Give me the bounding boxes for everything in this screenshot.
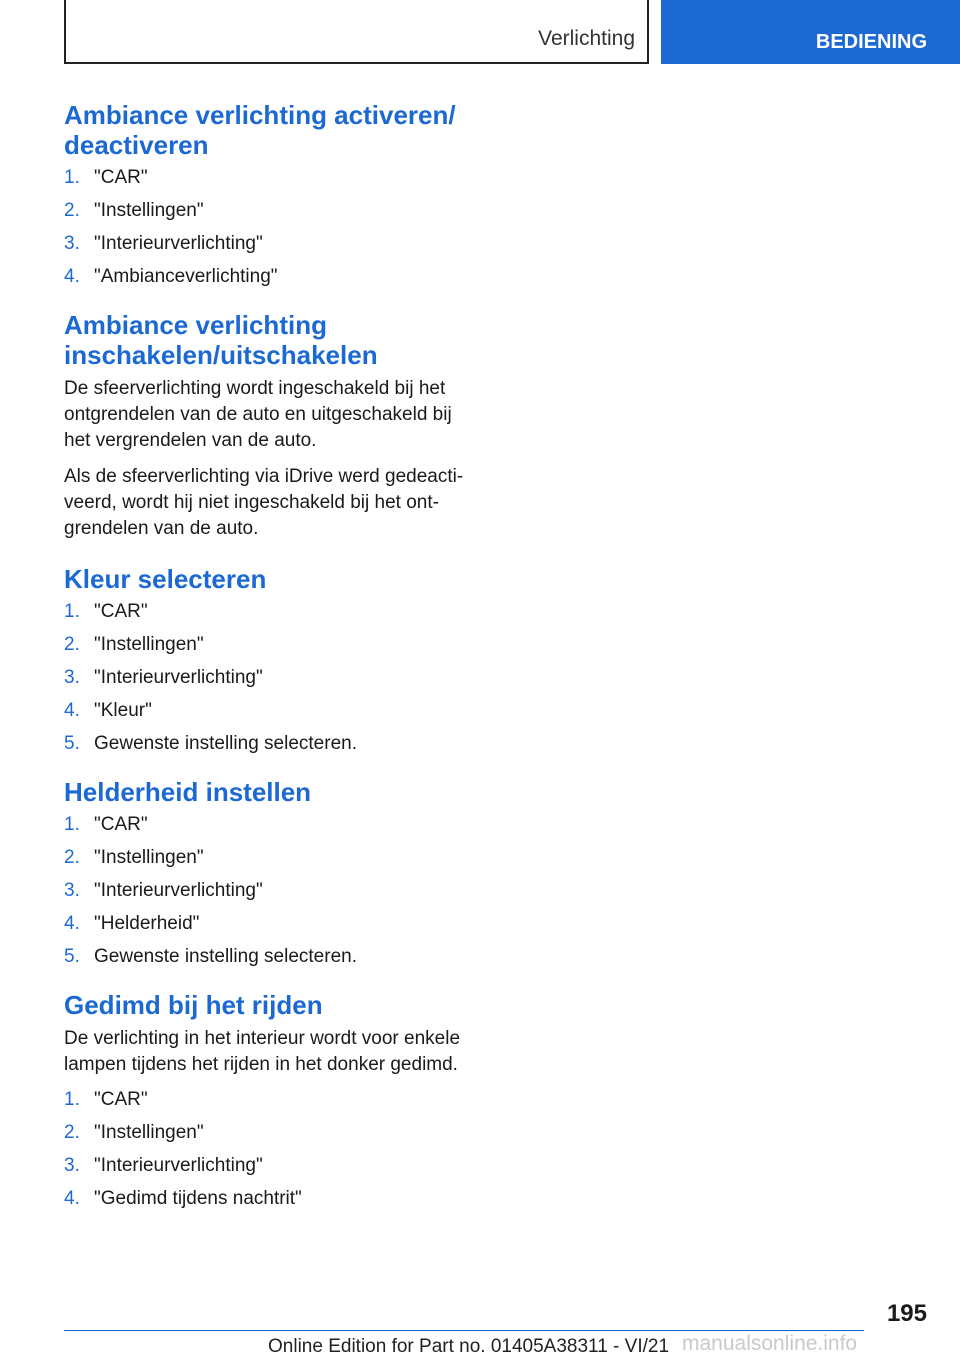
- section-ambiance-activate: [64, 100, 474, 288]
- page-number: 195: [886, 1300, 927, 1327]
- list-item: [64, 265, 474, 288]
- step-number: 4.: [64, 700, 80, 721]
- step-text: "Interieurverlichting": [94, 233, 263, 254]
- step-text: "Gedimd tijdens nachtrit": [94, 1188, 302, 1209]
- step-number: 2.: [64, 1122, 80, 1143]
- list-item: [64, 732, 474, 755]
- list-item: [64, 1187, 474, 1210]
- header-box: [64, 0, 649, 64]
- step-text: "Instellingen": [94, 200, 204, 221]
- list-item: [64, 912, 474, 935]
- step-number: 3.: [64, 667, 80, 688]
- step-text: "Instellingen": [94, 634, 204, 655]
- steps-list: [64, 166, 474, 288]
- step-number: 2.: [64, 634, 80, 655]
- steps-list: [64, 600, 474, 755]
- footer-divider: [64, 1330, 864, 1331]
- step-text: "Interieurverlichting": [94, 1155, 263, 1176]
- header-chapter-label: BEDIENING: [815, 30, 927, 53]
- step-text: "Interieurverlichting": [94, 880, 263, 901]
- list-item: [64, 666, 474, 689]
- step-text: "Ambianceverlichting": [94, 266, 278, 287]
- step-text: Gewenste instelling selecteren.: [94, 733, 357, 754]
- step-number: 1.: [64, 1089, 80, 1110]
- step-text: "Interieurverlichting": [94, 667, 263, 688]
- list-item: [64, 846, 474, 869]
- step-text: "CAR": [94, 814, 148, 835]
- step-number: 5.: [64, 946, 80, 967]
- paragraph: De sfeerverlichting wordt ingeschakeld bij het ontgrendelen van de auto en uitgeschakeld bij het vergrendelen van de auto.: [64, 378, 452, 451]
- section-heading: Kleur selecteren: [64, 564, 267, 594]
- step-number: 4.: [64, 913, 80, 934]
- list-item: [64, 1154, 474, 1177]
- section-dimmed-driving: [64, 990, 474, 1210]
- list-item: [64, 699, 474, 722]
- step-number: 1.: [64, 814, 80, 835]
- watermark: manualsonline.info: [682, 1332, 858, 1355]
- step-number: 4.: [64, 1188, 80, 1209]
- list-item: [64, 813, 474, 836]
- step-text: "CAR": [94, 1089, 148, 1110]
- edition-note: Online Edition for Part no. 01405A38311 - VI/21: [268, 1336, 670, 1357]
- list-item: [64, 633, 474, 656]
- list-item: [64, 879, 474, 902]
- section-heading: Ambiance verlichting inschakelen/uitschakelen: [64, 310, 378, 370]
- list-item: [64, 600, 474, 623]
- step-number: 1.: [64, 601, 80, 622]
- step-number: 2.: [64, 200, 80, 221]
- steps-list: [64, 813, 474, 968]
- list-item: [64, 232, 474, 255]
- header-section-title: Verlichting: [538, 27, 635, 50]
- header-chapter-tab: [661, 0, 960, 64]
- section-color: [64, 564, 474, 755]
- step-text: "Helderheid": [94, 913, 200, 934]
- list-item: [64, 1121, 474, 1144]
- step-number: 2.: [64, 847, 80, 868]
- section-heading: Gedimd bij het rijden: [64, 990, 323, 1020]
- step-text: "Instellingen": [94, 1122, 204, 1143]
- step-number: 4.: [64, 266, 80, 287]
- section-heading: Helderheid instellen: [64, 777, 312, 807]
- list-item: [64, 199, 474, 222]
- step-text: "Instellingen": [94, 847, 204, 868]
- steps-list: [64, 1088, 474, 1210]
- step-number: 3.: [64, 233, 80, 254]
- step-number: 3.: [64, 1155, 80, 1176]
- section-brightness: [64, 777, 474, 968]
- list-item: [64, 1088, 474, 1111]
- step-number: 3.: [64, 880, 80, 901]
- step-number: 5.: [64, 733, 80, 754]
- step-text: "CAR": [94, 167, 148, 188]
- paragraph: De verlichting in het interieur wordt voor enkele lampen tijdens het rijden in het donker gedimd.: [64, 1028, 461, 1075]
- main-content: [64, 100, 474, 1232]
- step-number: 1.: [64, 167, 80, 188]
- section-heading: Ambiance verlichting activeren/ deactiveren: [64, 100, 456, 160]
- paragraph: Als de sfeerverlichting via iDrive werd gedeacti-veerd, wordt hij niet ingeschakeld bij het ont-grendelen van de auto.: [64, 466, 464, 539]
- step-text: "Kleur": [94, 700, 152, 721]
- list-item: [64, 166, 474, 189]
- step-text: Gewenste instelling selecteren.: [94, 946, 357, 967]
- section-ambiance-switch: [64, 310, 474, 542]
- list-item: [64, 945, 474, 968]
- step-text: "CAR": [94, 601, 148, 622]
